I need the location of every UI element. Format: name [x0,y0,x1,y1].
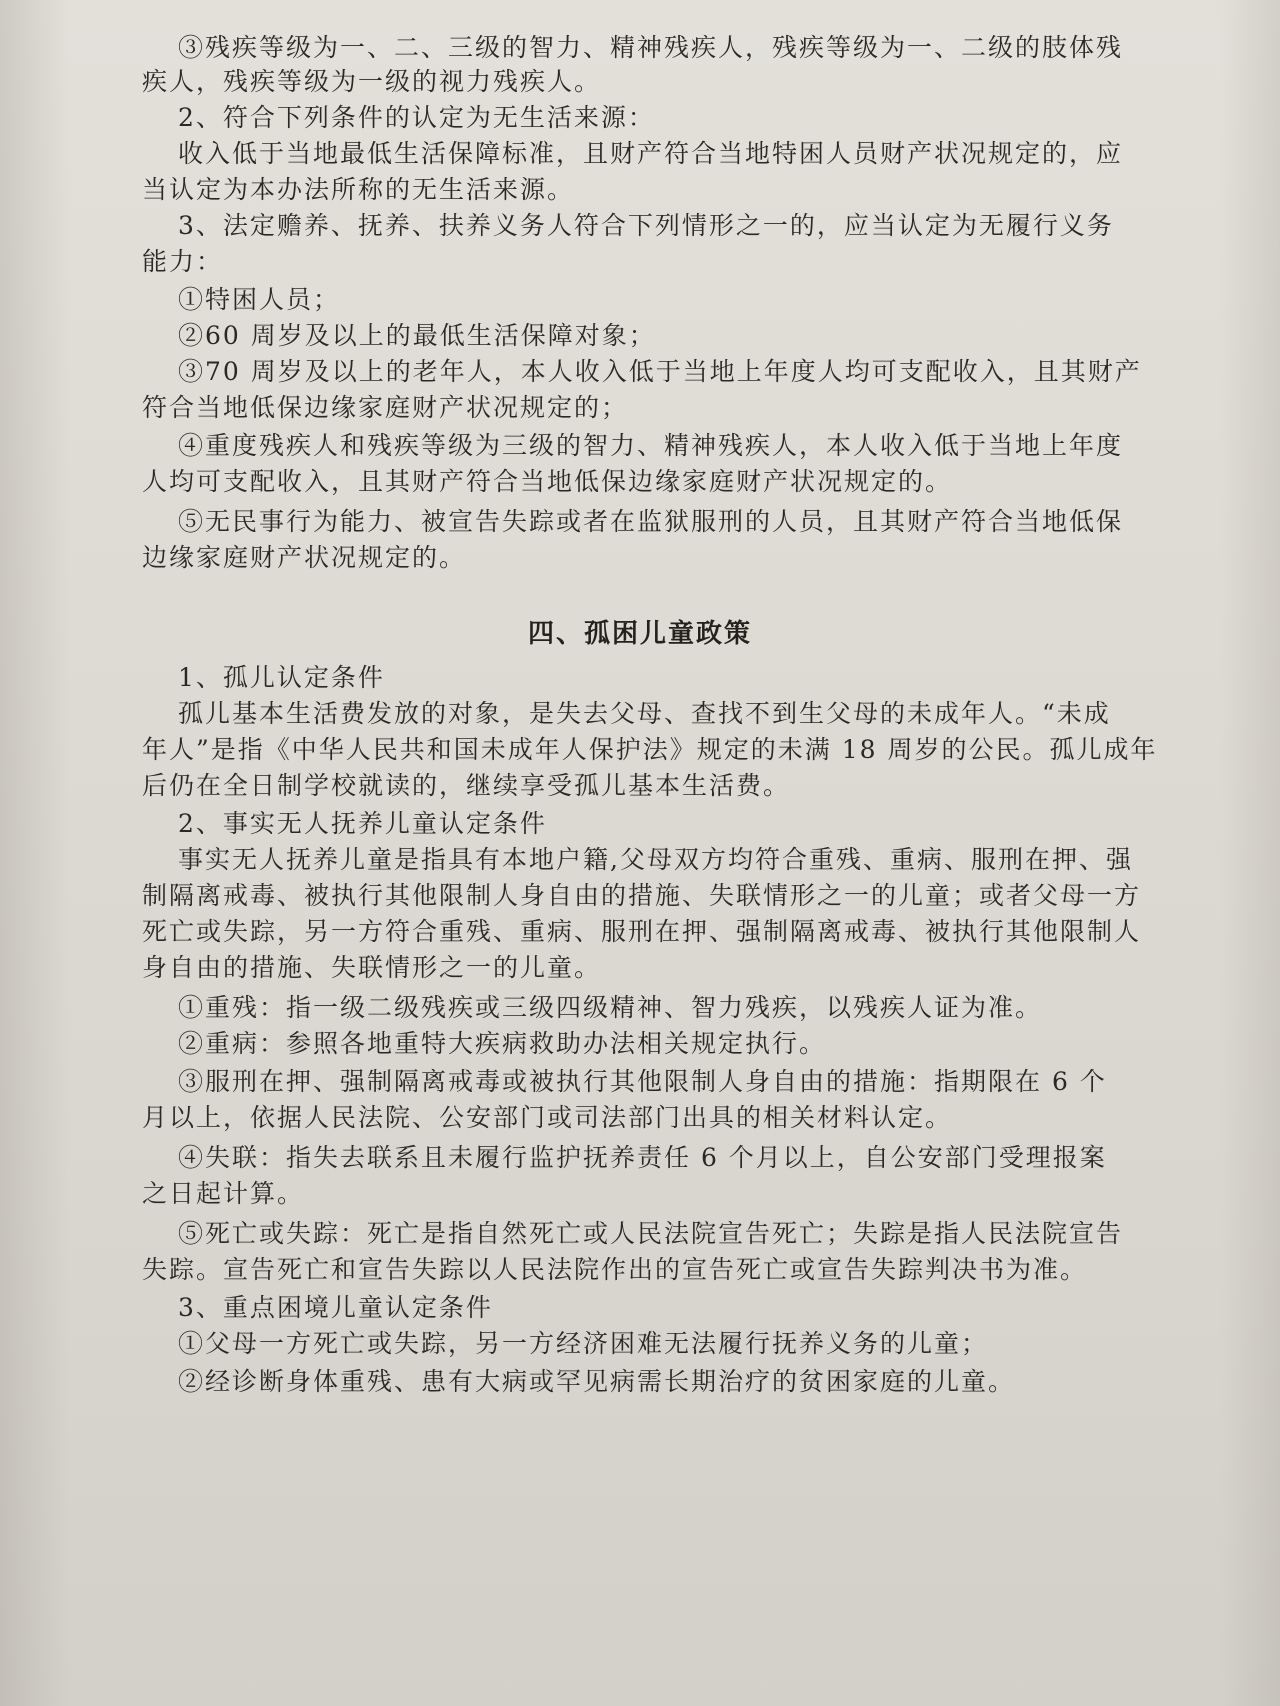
subsection-title: 3、重点困境儿童认定条件 [178,1293,493,1322]
paragraph-line: ③残疾等级为一、二、三级的智力、精神残疾人，残疾等级为一、二级的肢体残 [178,33,1124,62]
paragraph-line: 能力： [142,247,224,276]
paragraph-line: 之日起计算。 [142,1179,305,1208]
paragraph-line: 人均可支配收入，且其财产符合当地低保边缘家庭财产状况规定的。 [142,467,953,496]
list-item: ②60 周岁及以上的最低生活保障对象； [178,321,656,350]
paragraph-line: 收入低于当地最低生活保障标准，且财产符合当地特困人员财产状况规定的，应 [178,139,1124,168]
paragraph-line: 后仍在全日制学校就读的，继续享受孤儿基本生活费。 [142,771,791,800]
list-item: ⑤死亡或失踪：死亡是指自然死亡或人民法院宣告死亡；失踪是指人民法院宣告 [178,1219,1124,1248]
paragraph-line: 制隔离戒毒、被执行其他限制人身自由的措施、失联情形之一的儿童；或者父母一方 [142,881,1142,910]
list-item: ③70 周岁及以上的老年人，本人收入低于当地上年度人均可支配收入，且其财产 [178,357,1142,386]
subsection-title: 2、事实无人抚养儿童认定条件 [178,809,547,838]
section-heading: 四、孤困儿童政策 [527,619,752,649]
list-item: ④失联：指失去联系且未履行监护抚养责任 6 个月以上，自公安部门受理报案 [178,1143,1107,1172]
paragraph-line: 年人”是指《中华人民共和国未成年人保护法》规定的未满 18 周岁的公民。孤儿成年 [142,735,1158,764]
paragraph-line: 当认定为本办法所称的无生活来源。 [142,175,575,204]
paragraph-line: 失踪。宣告死亡和宣告失踪以人民法院作出的宣告死亡或宣告失踪判决书为准。 [142,1255,1088,1284]
paragraph-line: 事实无人抚养儿童是指具有本地户籍,父母双方均符合重残、重病、服刑在押、强 [178,845,1133,874]
paragraph-line: 月以上，依据人民法院、公安部门或司法部门出具的相关材料认定。 [142,1103,953,1132]
paragraph-line: 边缘家庭财产状况规定的。 [142,543,467,572]
list-item: ⑤无民事行为能力、被宣告失踪或者在监狱服刑的人员，且其财产符合当地低保 [178,507,1124,536]
list-item: ④重度残疾人和残疾等级为三级的智力、精神残疾人，本人收入低于当地上年度 [178,431,1124,460]
subsection-title: 1、孤儿认定条件 [178,663,385,692]
paragraph-line: 3、法定赡养、抚养、扶养义务人符合下列情形之一的，应当认定为无履行义务 [178,211,1114,240]
paragraph-line: 疾人，残疾等级为一级的视力残疾人。 [142,67,602,96]
paragraph-line: 符合当地低保边缘家庭财产状况规定的； [142,393,629,422]
list-item: ②重病：参照各地重特大疾病救助办法相关规定执行。 [178,1029,827,1058]
list-item: ②经诊断身体重残、患有大病或罕见病需长期治疗的贫困家庭的儿童。 [178,1367,1016,1396]
paragraph-line: 死亡或失踪，另一方符合重残、重病、服刑在押、强制隔离戒毒、被执行其他限制人 [142,917,1142,946]
list-item: ①特困人员； [178,285,341,314]
paragraph-line: 身自由的措施、失联情形之一的儿童。 [142,953,602,982]
paragraph-line: 孤儿基本生活费发放的对象，是失去父母、查找不到生父母的未成年人。“未成 [178,699,1111,728]
list-item: ①父母一方死亡或失踪，另一方经济困难无法履行抚养义务的儿童； [178,1329,989,1358]
list-item: ③服刑在押、强制隔离戒毒或被执行其他限制人身自由的措施：指期限在 6 个 [178,1067,1107,1096]
list-item: ①重残：指一级二级残疾或三级四级精神、智力残疾，以残疾人证为准。 [178,993,1043,1022]
paragraph-line: 2、符合下列条件的认定为无生活来源： [178,103,655,132]
